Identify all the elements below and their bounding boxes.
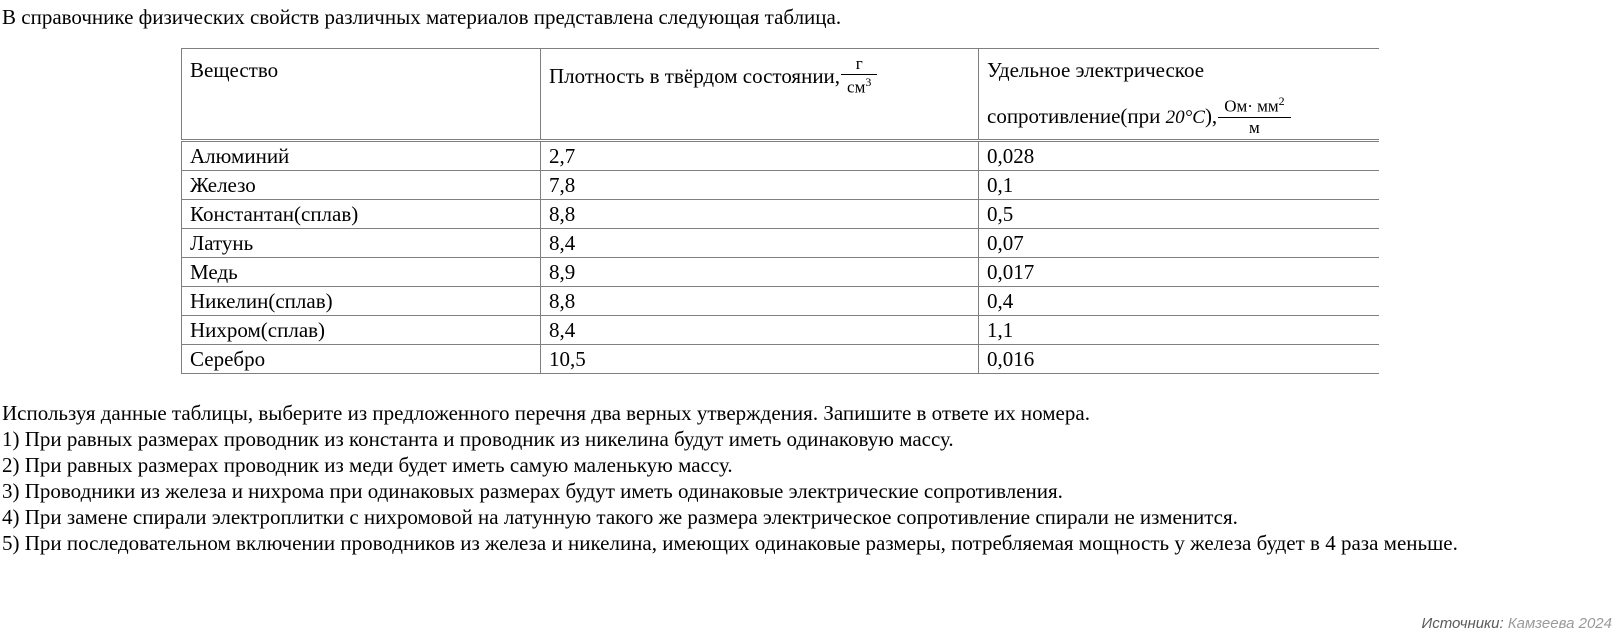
column-header-resistivity-line2 [987, 85, 1371, 136]
properties-table [181, 48, 1379, 374]
cell-substance: Алюминий [182, 141, 541, 171]
density-unit-numerator: г [841, 55, 877, 75]
task-section [2, 400, 1616, 556]
table-row [182, 171, 1379, 200]
cell-density: 7,8 [541, 171, 979, 200]
cell-resistivity: 0,016 [979, 345, 1379, 374]
cell-substance: Медь [182, 258, 541, 287]
cell-resistivity: 0,07 [979, 229, 1379, 258]
cell-substance: Железо [182, 171, 541, 200]
cell-resistivity: 0,1 [979, 171, 1379, 200]
column-header-density-label-wrap [549, 51, 970, 96]
table-body [182, 141, 1379, 374]
cell-density: 10,5 [541, 345, 979, 374]
cell-resistivity: 1,1 [979, 316, 1379, 345]
cell-substance: Константан(сплав) [182, 200, 541, 229]
column-header-resistivity [979, 49, 1379, 141]
statement-item-2: 2) При равных размерах проводник из меди будет иметь самую маленькую массу. [2, 453, 733, 477]
cell-density: 8,8 [541, 200, 979, 229]
column-header-density [541, 49, 979, 141]
cell-resistivity: 0,028 [979, 141, 1379, 171]
table-header-row [182, 49, 1379, 141]
cell-density: 2,7 [541, 141, 979, 171]
table-row [182, 287, 1379, 316]
resistivity-label-prefix: сопротивление(при [987, 104, 1166, 129]
cell-density: 8,9 [541, 258, 979, 287]
cell-resistivity: 0,5 [979, 200, 1379, 229]
column-header-density-label: Плотность в твёрдом состоянии, [549, 64, 841, 89]
cell-substance: Латунь [182, 229, 541, 258]
source-attribution [1421, 615, 1612, 632]
density-unit-fraction [841, 55, 877, 96]
source-value: Камзеева 2024 [1507, 615, 1612, 632]
table-row [182, 345, 1379, 374]
column-header-substance-label: Вещество [190, 58, 279, 82]
resistivity-unit-fraction [1218, 95, 1290, 136]
source-label: Источники: [1421, 615, 1504, 632]
cell-resistivity: 0,4 [979, 287, 1379, 316]
properties-table-container [181, 48, 1378, 374]
cell-density: 8,4 [541, 229, 979, 258]
density-unit-denominator-base: см [847, 77, 866, 97]
resistivity-unit-numerator-base: Ом· мм [1224, 96, 1279, 116]
resistivity-temperature: 20°C [1165, 107, 1205, 129]
statement-item-5: 5) При последовательном включении проводников из железа и никелина, имеющих одинаковые размеры, потребляемая мощность у железа будет в 4 раза меньше. [2, 531, 1458, 555]
task-instruction: Используя данные таблицы, выберите из предложенного перечня два верных утверждения. Запишите в ответе их номера. [2, 401, 1090, 425]
column-header-resistivity-line1: Удельное электрическое [987, 58, 1205, 82]
cell-density: 8,8 [541, 287, 979, 316]
table-row [182, 316, 1379, 345]
statement-item-1: 1) При равных размерах проводник из константа и проводник из никелина будут иметь одинаковую массу. [2, 427, 954, 451]
density-unit-denominator-exponent: 3 [865, 74, 872, 89]
cell-resistivity: 0,017 [979, 258, 1379, 287]
column-header-substance [182, 49, 541, 141]
resistivity-label-suffix: ), [1204, 104, 1218, 129]
cell-substance: Серебро [182, 345, 541, 374]
cell-substance: Нихром(сплав) [182, 316, 541, 345]
table-row [182, 141, 1379, 171]
table-row [182, 258, 1379, 287]
cell-density: 8,4 [541, 316, 979, 345]
table-row [182, 200, 1379, 229]
intro-paragraph: В справочнике физических свойств различных материалов представлена следующая таблица. [2, 5, 842, 29]
table-row [182, 229, 1379, 258]
resistivity-unit-numerator [1218, 95, 1290, 118]
statement-item-3: 3) Проводники из железа и нихрома при одинаковых размерах будут иметь одинаковые электрические сопротивления. [2, 479, 1063, 503]
resistivity-unit-denominator: м [1249, 117, 1260, 137]
density-unit-denominator [841, 75, 877, 97]
cell-substance: Никелин(сплав) [182, 287, 541, 316]
resistivity-unit-numerator-exponent: 2 [1278, 94, 1285, 108]
table-header [182, 49, 1379, 141]
statement-item-4: 4) При замене спирали электроплитки с нихромовой на латунную такого же размера электрическое сопротивление спирали не изменится. [2, 505, 1238, 529]
